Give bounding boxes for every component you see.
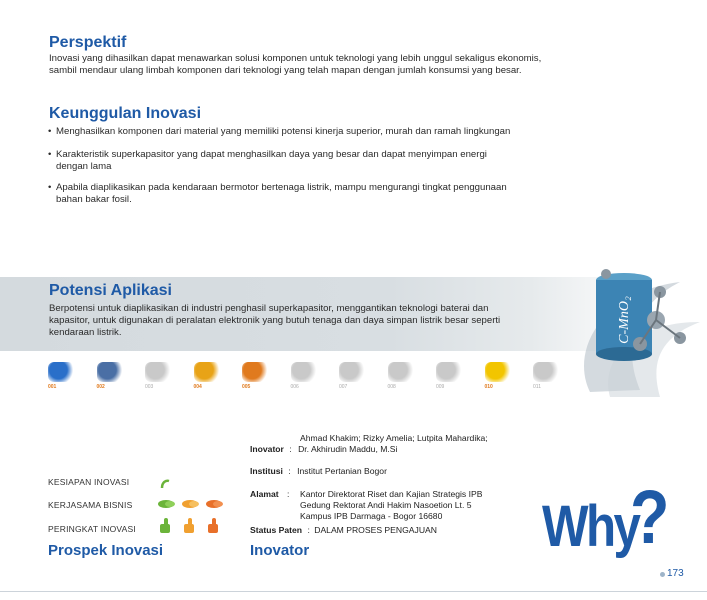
application-icon-number: 001 [48,384,57,390]
inovator-row [250,444,397,455]
application-icon-image [485,362,511,382]
application-icon [339,362,375,390]
institusi-label: Institusi [250,466,283,476]
application-icon [242,362,278,390]
bullet-line: Menghasilkan komponen dari material yang memiliki potensi kinerja superior, murah dan ramah lingkungan [56,126,511,137]
colon: : [307,525,310,535]
application-icon [97,362,133,390]
thumbs-up-icon [160,518,170,533]
inovator-label: Inovator [250,444,284,454]
application-icon-image [291,362,317,382]
application-icon-image [48,362,74,382]
application-icon-number: 005 [242,384,251,390]
why-question-mark: ? [630,475,670,560]
status-label: Status Paten [250,525,303,535]
atom-icon [601,269,611,279]
inovator-names-line1: Ahmad Khakim; Rizky Amelia; Lutpita Mahardika; [300,433,488,443]
perspektif-text-line1: Inovasi yang dihasilkan dapat menawarkan solusi komponen untuk teknologi yang lebih unggul sekaligus ekonomis, [49,53,542,64]
application-icon-number: 007 [339,384,348,390]
status-value: DALAM PROSES PENGAJUAN [314,525,437,535]
thumbs-up-icon [208,518,218,533]
application-icon-number: 006 [290,384,299,390]
inovator-heading: Inovator [250,542,310,559]
perspektif-text-line2: sambil mendaur ulang limbah komponen dari teknologi yang telah mapan dengan jumlah konsumsi yang besar. [49,65,522,76]
inovator-names-line2: Dr. Akhirudin Maddu, M.Si [298,444,398,454]
page-number-dot [660,572,665,577]
institusi-row [250,466,387,477]
alamat-line2: Gedung Rektorat Andi Hakim Nasoetion Lt. 5 [300,500,472,510]
why-word: Why [542,494,639,559]
application-icon-number: 002 [96,384,105,390]
keunggulan-bullet: • Menghasilkan komponen dari material yang memiliki potensi kinerja superior, murah dan ramah lingkungan [48,126,511,137]
application-icon-image [97,362,123,382]
colon: : [288,466,291,476]
bullet-line: Apabila diaplikasikan pada kendaraan bermotor bertenaga listrik, mampu mengurangi tingkat penggunaan [56,182,507,193]
battery-label: C-MnO₂ [617,296,632,344]
sprout-icon [162,481,169,488]
potensi-text-line2: kapasitor, untuk digunakan di peralatan elektronik yang butuh tenaga dan daya simpan listrik besar seperti [49,315,501,326]
application-icon [388,362,424,390]
application-icon-image [533,362,559,382]
status-row [250,525,437,536]
alamat-label: Alamat [250,489,279,499]
potensi-text-line3: kendaraan listrik. [49,327,122,338]
application-icon-number: 008 [387,384,396,390]
bullet-line: dengan lama [56,161,112,172]
rating-icons [158,472,230,542]
application-icon-image [194,362,220,382]
handshake-icon [182,500,199,508]
application-icon-image [339,362,365,382]
application-icon [436,362,472,390]
application-icon [485,362,521,390]
prospek-heading: Prospek Inovasi [48,542,164,559]
application-icon-number: 010 [484,384,493,390]
keunggulan-heading: Keunggulan Inovasi [49,105,202,122]
application-icon-image [436,362,462,382]
application-icon-number: 003 [145,384,154,390]
application-icon-image [242,362,268,382]
potensi-text-line1: Berpotensi untuk diaplikasikan di industri penghasil superkapasitor, menggantikan teknologi baterai dan [49,303,489,314]
application-icon [194,362,230,390]
handshake-icon [158,500,175,508]
application-icon-image [145,362,171,382]
colon: : [287,489,290,499]
thumbs-up-icon [184,518,194,533]
kesiapan-label: KESIAPAN INOVASI [48,477,130,487]
battery-illustration [560,262,707,402]
application-icon-number: 009 [436,384,445,390]
handshake-icon [206,500,223,508]
application-icon-image [388,362,414,382]
colon: : [289,444,292,454]
keunggulan-bullet: • Apabila diaplikasikan pada kendaraan bermotor bertenaga listrik, mampu mengurangi tingkat penggunaan bahan bakar fosil. [48,182,507,205]
institusi-value: Institut Pertanian Bogor [297,466,387,476]
peringkat-label: PERINGKAT INOVASI [48,524,136,534]
alamat-row [250,489,289,500]
kerjasama-label: KERJASAMA BISNIS [48,500,133,510]
bullet-line: Karakteristik superkapasitor yang dapat menghasilkan daya yang besar dan dapat menyimpan energi [56,149,487,160]
perspektif-heading: Perspektif [49,34,127,51]
application-icon [533,362,569,390]
application-icon-number: 004 [193,384,202,390]
potensi-heading: Potensi Aplikasi [49,282,172,299]
alamat-line1: Kantor Direktorat Riset dan Kajian Strategis IPB [300,489,483,499]
application-icon [145,362,181,390]
bottom-rule [0,591,707,592]
application-icon-number: 011 [533,384,541,390]
page-number: 173 [667,568,684,579]
alamat-line3: Kampus IPB Darmaga - Bogor 16680 [300,511,443,521]
application-icon [48,362,84,390]
application-icon [291,362,327,390]
keunggulan-bullet: • Karakteristik superkapasitor yang dapat menghasilkan daya yang besar dan dapat menyimpan energi dengan lama [48,149,487,172]
bullet-line: bahan bakar fosil. [56,194,132,205]
